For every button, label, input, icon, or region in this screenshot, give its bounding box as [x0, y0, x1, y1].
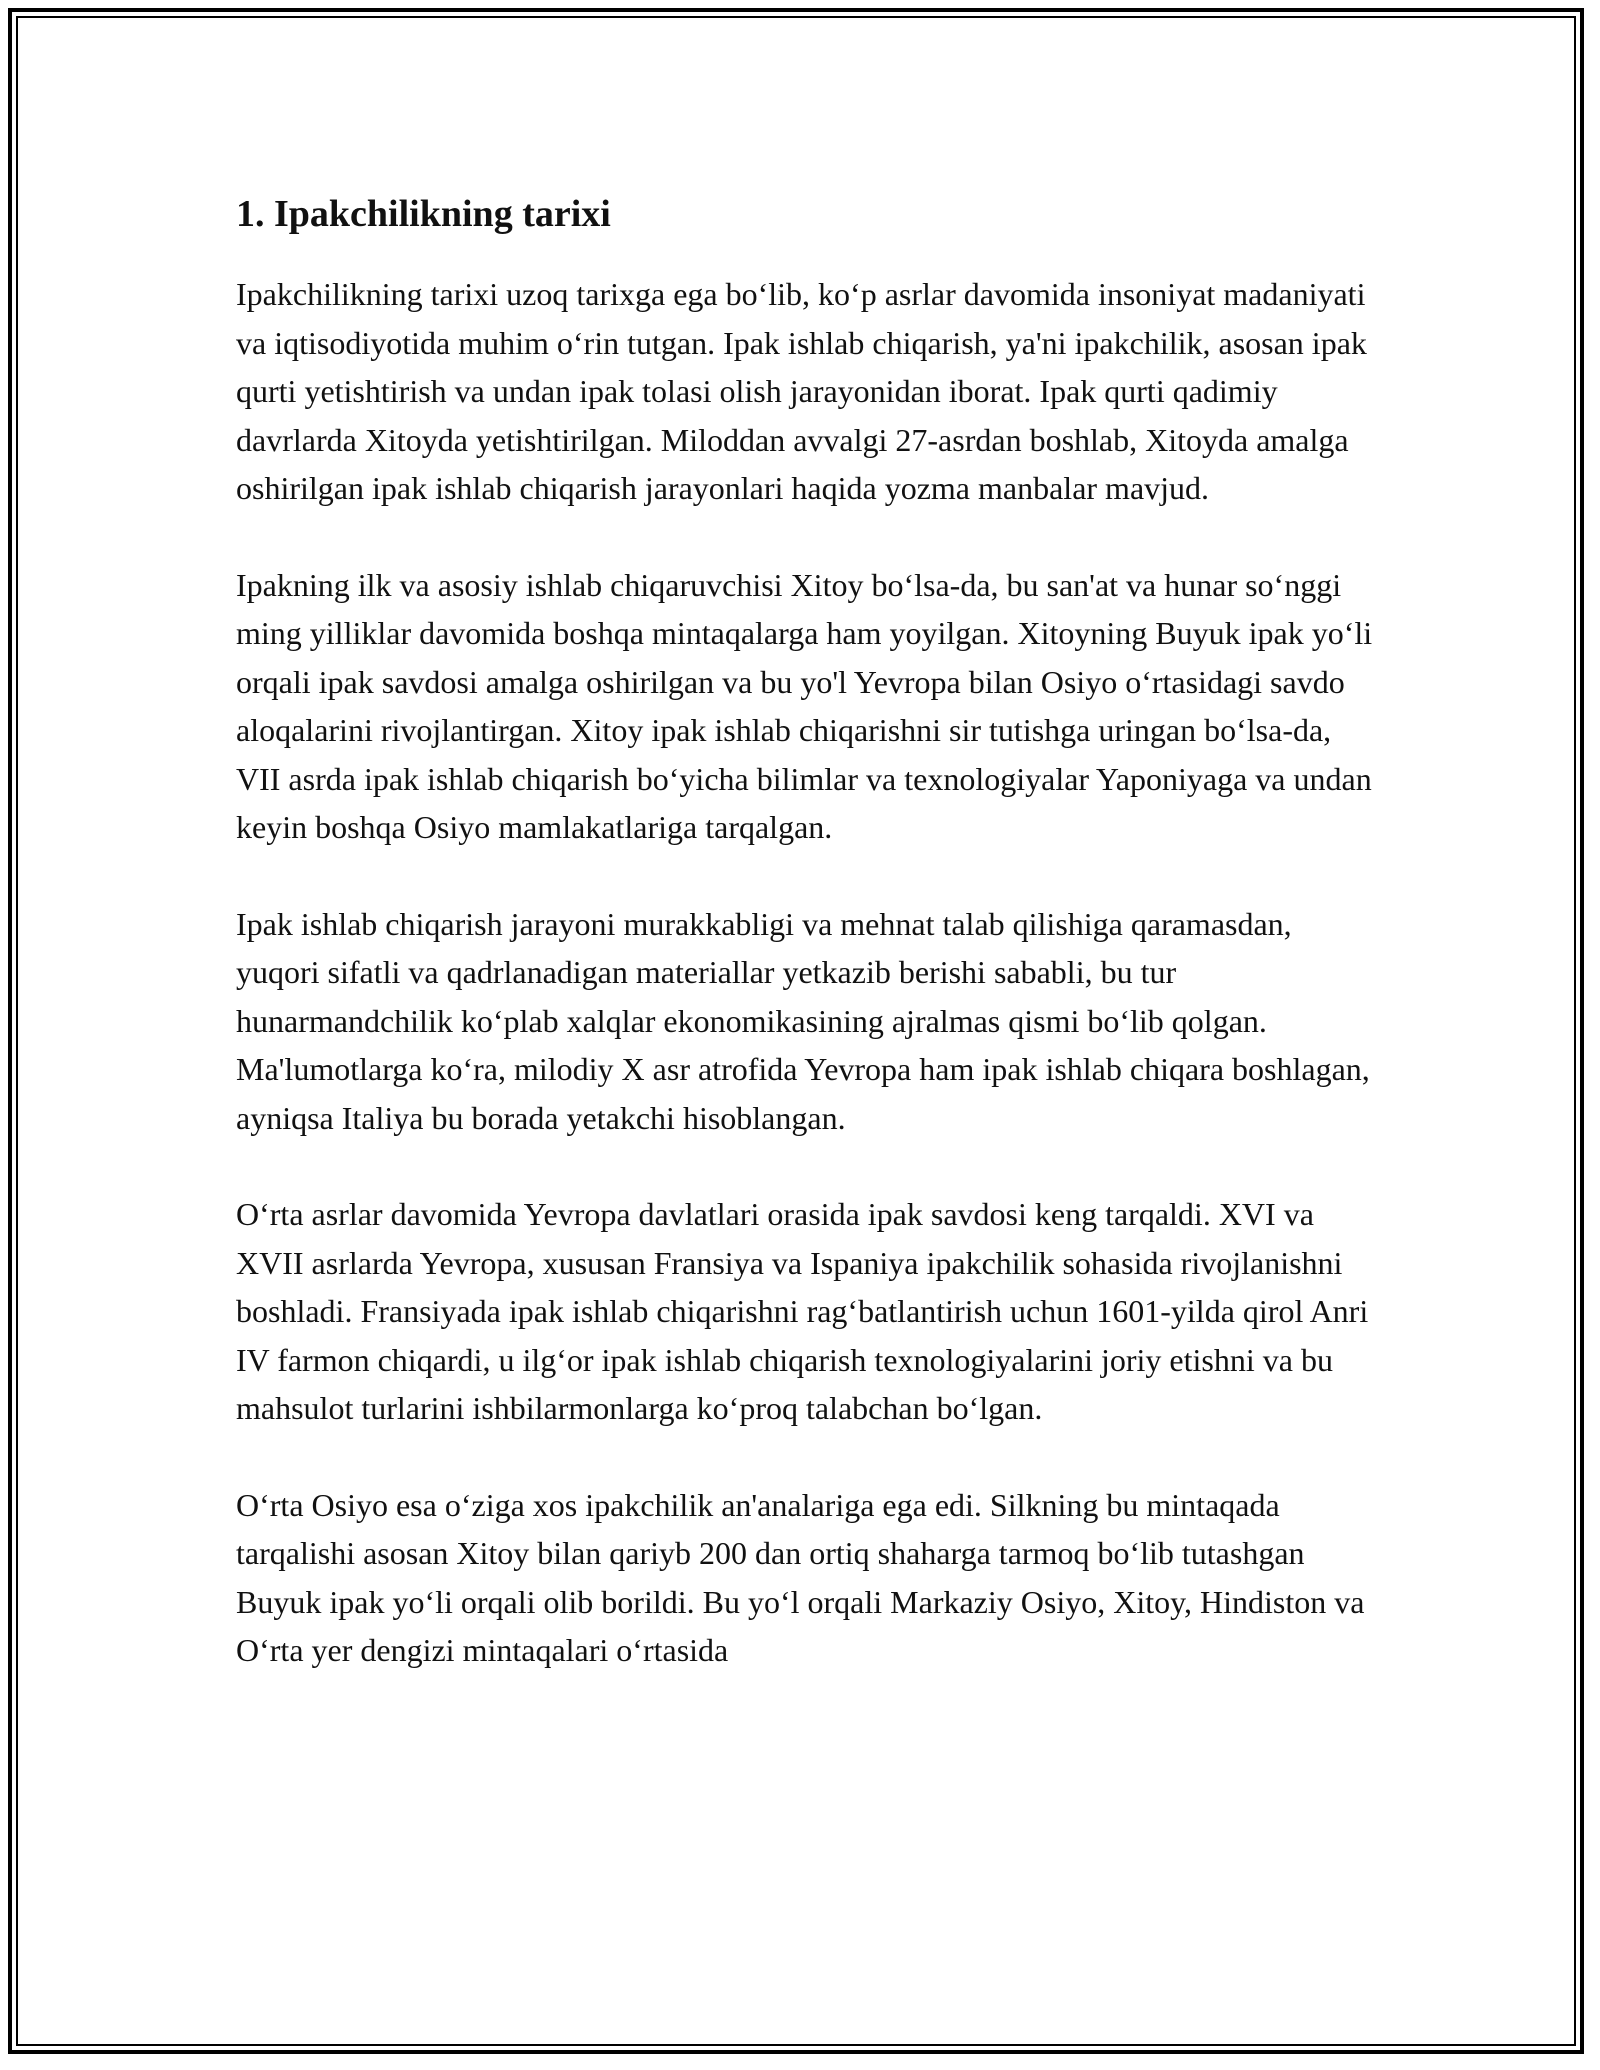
paragraph-4: O‘rta asrlar davomida Yevropa davlatlari orasida ipak savdosi keng tarqaldi. XVI va XVII asrlarda Yevropa, xususan Fransiya va Ispaniya ipakchilik sohasida rivojlanishni boshladi. Fransiyada ipak ishlab chiqarishni rag‘batlantirish uchun 1601-yilda qirol Anri IV farmon chiqardi, u ilg‘or ipak ishlab chiqarish texnologiyalarini joriy etishni va bu mahsulot turlarini ishbilarmonlarga ko‘proq talabchan bo‘lgan. [236, 1196, 1369, 1426]
paragraph-5: O‘rta Osiyo esa o‘ziga xos ipakchilik an'analariga ega edi. Silkning bu mintaqada tarqalishi asosan Xitoy bilan qariyb 200 dan ortiq shaharga tarmoq bo‘lib tutashgan Buyuk ipak yo‘li orqali olib borildi. Bu yo‘l orqali Markaziy Osiyo, Xitoy, Hindiston va O‘rta yer dengizi mintaqalari o‘rtasida [236, 1486, 1365, 1668]
paragraph-2: Ipakning ilk va asosiy ishlab chiqaruvchisi Xitoy bo‘lsa-da, bu san'at va hunar so‘nggi ming yilliklar davomida boshqa mintaqalarga ham yoyilgan. Xitoyning Buyuk ipak yo‘li orqali ipak savdosi amalga oshirilgan va bu yo'l Yevropa bilan Osiyo o‘rtasidagi savdo aloqalarini rivojlantirgan. Xitoy ipak ishlab chiqarishni sir tutishga uringan bo‘lsa-da, VII asrda ipak ishlab chiqarish bo‘yicha bilimlar va texnologiyalar Yaponiyaga va undan keyin boshqa Osiyo mamlakatlariga tarqalgan. [236, 566, 1373, 845]
paragraph-1: Ipakchilikning tarixi uzoq tarixga ega bo‘lib, ko‘p asrlar davomida insoniyat madaniyati va iqtisodiyotida muhim o‘rin tutgan. Ipak ishlab chiqarish, ya'ni ipakchilik, asosan ipak qurti yetishtirish va undan ipak tolasi olish jarayonidan iborat. Ipak qurti qadimiy davrlarda Xitoyda yetishtirilgan. Miloddan avvalgi 27-asrdan boshlab, Xitoyda amalga oshirilgan ipak ishlab chiqarish jarayonlari haqida yozma manbalar mavjud. [236, 276, 1367, 506]
section-heading: 1. Ipakchilikning tarixi [236, 193, 611, 235]
paragraph-3: Ipak ishlab chiqarish jarayoni murakkabligi va mehnat talab qilishiga qaramasdan, yuqori sifatli va qadrlanadigan materiallar yetkazib berishi sababli, bu tur hunarmandchilik ko‘plab xalqlar ekonomikasining ajralmas qismi bo‘lib qolgan. Ma'lumotlarga ko‘ra, milodiy X asr atrofida Yevropa ham ipak ishlab chiqara boshlagan, ayniqsa Italiya bu borada yetakchi hisoblangan. [236, 905, 1370, 1136]
document-body [236, 186, 1376, 1723]
